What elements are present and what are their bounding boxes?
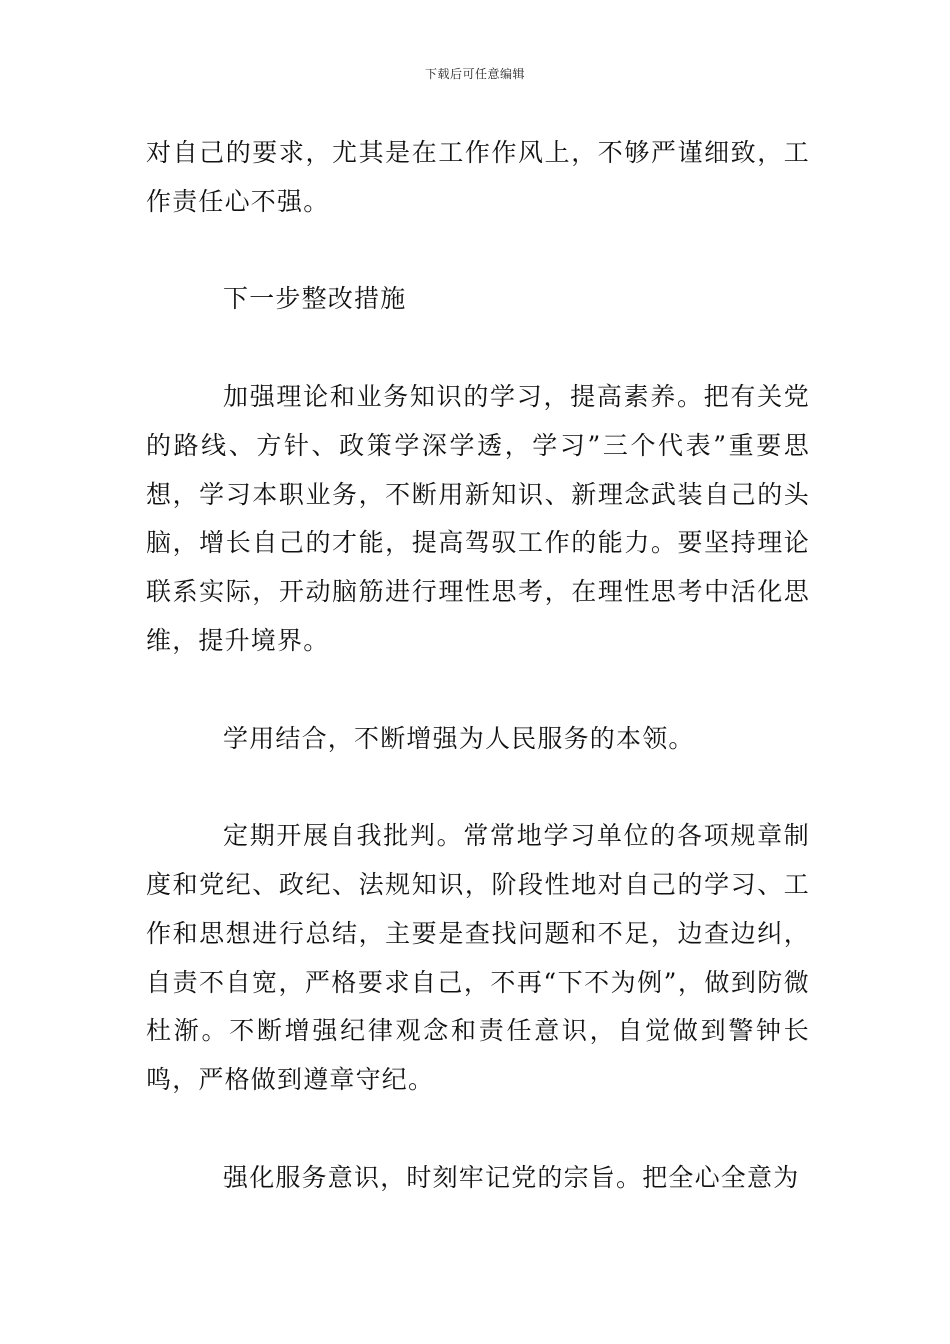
paragraph-service: 强化服务意识，时刻牢记党的宗旨。把全心全意为	[223, 1162, 800, 1192]
page-header: 下载后可任意编辑	[424, 67, 525, 81]
section-heading: 下一步整改措施	[223, 284, 407, 314]
paragraph-continuation: 对自己的要求，尤其是在工作作风上，不够严谨细致，工作责任心不强。	[146, 138, 810, 216]
document-body	[146, 129, 810, 1203]
paragraph-study: 加强理论和业务知识的学习，提高素养。把有关党的路线、方针、政策学深学透，学习”三个代表”重要思想，学习本职业务，不断用新知识、新理念武装自己的头脑，增长自己的才能，提高驾驭工作的能力。要坚持理论联系实际，开动脑筋进行理性思考，在理性思考中活化思维，提升境界。	[146, 381, 810, 655]
paragraph-self-criticism: 定期开展自我批判。常常地学习单位的各项规章制度和党纪、政纪、法规知识，阶段性地对自己的学习、工作和思想进行总结，主要是查找问题和不足，边查边纠，自责不自宽，严格要求自己，不再“下不为例”，做到防微杜渐。不断增强纪律观念和责任意识，自觉做到警钟长鸣，严格做到遵章守纪。	[146, 821, 810, 1095]
paragraph-apply: 学用结合，不断增强为人民服务的本领。	[223, 723, 695, 753]
